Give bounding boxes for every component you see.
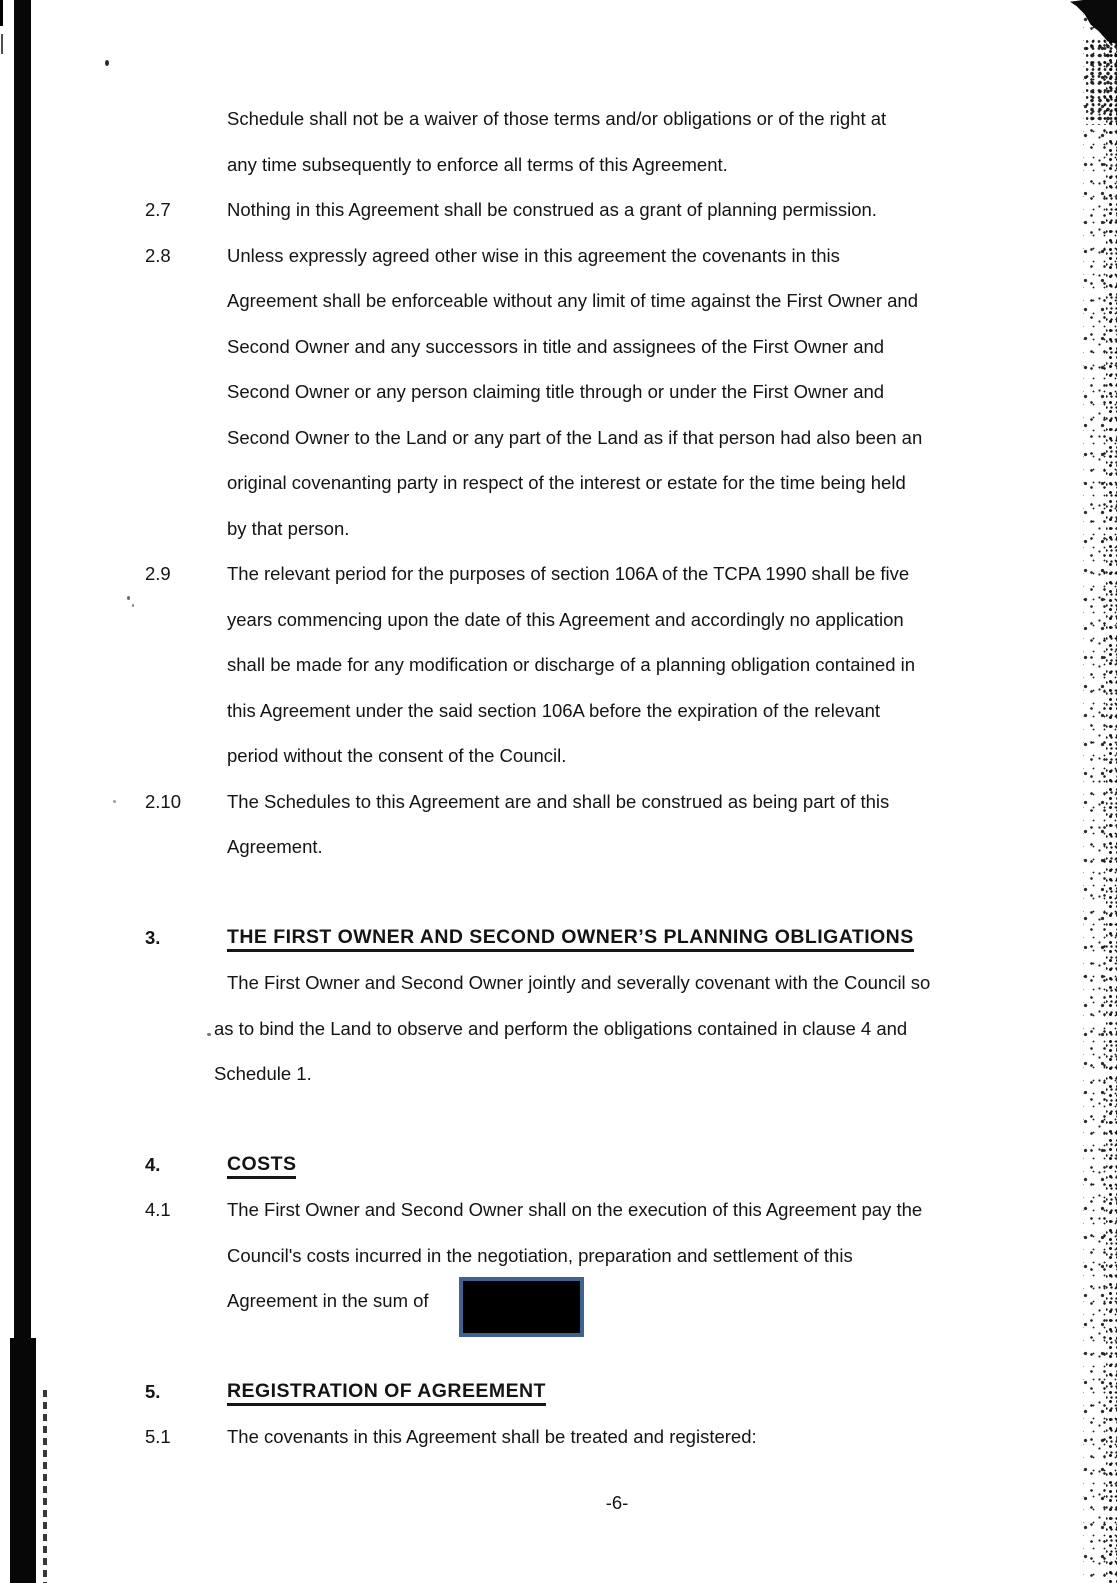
clause-line: Agreement shall be enforceable without any limit of time against the First Owner and	[227, 290, 919, 311]
clause-line: The covenants in this Agreement shall be treated and registered:	[227, 1426, 757, 1447]
clause-line: Agreement.	[227, 836, 323, 857]
clause-line: Schedule shall not be a waiver of those terms and/or obligations or of the right at	[227, 108, 887, 129]
document-body	[145, 96, 1007, 1525]
scan-artifact-right-edge	[1106, 0, 1117, 1583]
clause-line: Agreement in the sum of	[227, 1290, 429, 1311]
clause-5.1	[145, 1414, 1007, 1460]
clause-line: The relevant period for the purposes of section 106A of the TCPA 1990 shall be five	[227, 563, 910, 584]
clause-line: Unless expressly agreed other wise in this agreement the covenants in this	[227, 244, 840, 266]
clause-line: period without the consent of the Council.	[227, 745, 567, 766]
scan-artifact-speck	[105, 60, 109, 66]
scan-artifact-left-bar-foot	[10, 1338, 36, 1583]
scan-artifact-top-right-smudge	[1086, 40, 1117, 125]
redacted-amount	[459, 1277, 584, 1337]
scan-artifact-dashed-line	[43, 1390, 47, 1583]
clause-line: The Schedules to this Agreement are and shall be construed as being part of this	[227, 790, 890, 812]
clause-line: by that person.	[227, 517, 350, 539]
section-heading: REGISTRATION OF AGREEMENT	[227, 1380, 546, 1406]
clause-line: as to bind the Land to observe and perform the obligations contained in clause 4 and	[214, 1017, 908, 1039]
clause-para-0	[145, 96, 1007, 187]
scan-artifact-corner-tick	[0, 0, 3, 26]
clause-number: 2.7	[145, 199, 171, 220]
clause-line: The First Owner and Second Owner shall on the execution of this Agreement pay the	[227, 1199, 923, 1220]
clause-line: Second Owner or any person claiming title through or under the First Owner and	[227, 381, 885, 402]
clause-4	[145, 1142, 1007, 1188]
scan-artifact-speck	[113, 800, 116, 803]
clause-2.10	[145, 779, 1007, 870]
clause-number: 2.8	[145, 244, 171, 266]
clause-number: 4.1	[145, 1199, 171, 1220]
clause-line: years commencing upon the date of this Agreement and accordingly no application	[227, 608, 904, 630]
clause-line: any time subsequently to enforce all terms of this Agreement.	[227, 153, 728, 175]
clause-line: Council's costs incurred in the negotiation, preparation and settlement of this	[227, 1244, 853, 1266]
clause-para-6	[145, 960, 1007, 1097]
clause-number: 5.1	[145, 1426, 171, 1447]
clause-number: 2.9	[145, 563, 171, 584]
clause-line: original covenanting party in respect of the interest or estate for the time being held	[227, 472, 906, 493]
clause-2.9	[145, 551, 1007, 779]
clause-5	[145, 1369, 1007, 1415]
clause-number: 5.	[145, 1380, 161, 1402]
clause-number: 2.10	[145, 790, 182, 812]
section-heading: THE FIRST OWNER AND SECOND OWNER’S PLANNING OBLIGATIONS	[227, 926, 914, 952]
clause-line: Second Owner to the Land or any part of the Land as if that person had also been an	[227, 426, 923, 448]
page-number: -6-	[605, 1491, 629, 1513]
clause-number	[145, 96, 227, 187]
clause-2.7	[145, 187, 1007, 233]
clause-line: Nothing in this Agreement shall be construed as a grant of planning permission.	[227, 199, 877, 220]
section-heading: COSTS	[227, 1153, 296, 1179]
clause-3	[145, 915, 1007, 961]
clause-line: shall be made for any modification or discharge of a planning obligation contained in	[227, 654, 916, 675]
scan-artifact-speck	[127, 596, 130, 600]
clause-4.1	[145, 1187, 1007, 1324]
clause-line: Second Owner and any successors in title and assignees of the First Owner and	[227, 335, 885, 357]
clause-2.8	[145, 233, 1007, 552]
clause-number: 4.	[145, 1153, 161, 1175]
clause-line: Schedule 1.	[214, 1063, 312, 1084]
clause-line: The First Owner and Second Owner jointly and severally covenant with the Council so	[227, 972, 931, 993]
scan-artifact-speck	[132, 604, 134, 607]
clause-number: 3.	[145, 926, 161, 948]
clause-line: this Agreement under the said section 106A before the expiration of the relevant	[227, 699, 881, 721]
scan-artifact-corner-tick	[1, 34, 3, 54]
